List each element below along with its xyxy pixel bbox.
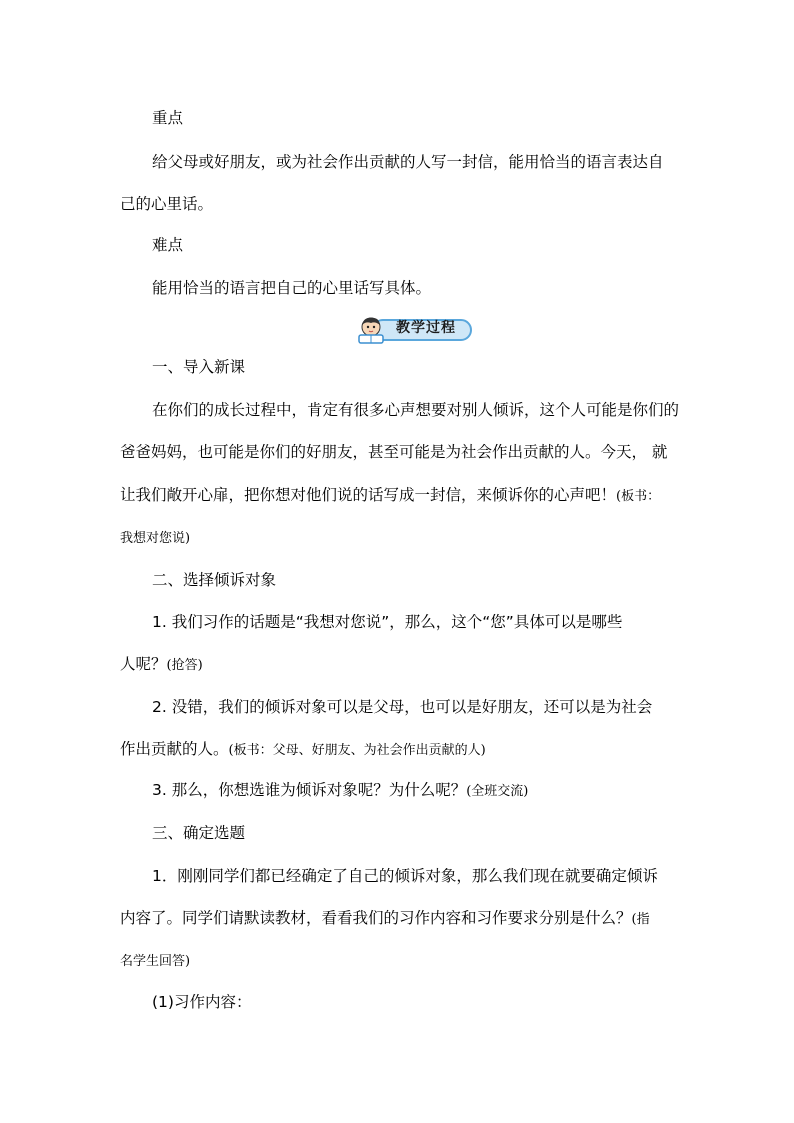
list-item: 1．刚刚同学们都已经确定了自己的倾诉对象，那么我们现在就要确定倾诉 bbox=[152, 867, 658, 885]
paragraph-line: 在你们的成长过程中，肯定有很多心声想要对别人倾诉，这个人可能是你们的 bbox=[152, 401, 680, 419]
paragraph-line: 给父母或好朋友，或为社会作出贡献的人写一封信，能用恰当的语言表达自 bbox=[152, 153, 664, 171]
list-item: (1)习作内容： bbox=[152, 993, 252, 1011]
section-heading: 一、导入新课 bbox=[152, 358, 246, 376]
paragraph-line: 名学生回答) bbox=[120, 954, 191, 969]
section-heading: 二、选择倾诉对象 bbox=[152, 571, 277, 589]
heading-difficulty: 难点 bbox=[152, 236, 184, 254]
paragraph-line: 作出贡献的人。(板书：父母、好朋友、为社会作出贡献的人) bbox=[120, 740, 486, 758]
paragraph-line: 己的心里话。 bbox=[120, 195, 214, 213]
paragraph-line: 能用恰当的语言把自己的心里话写具体。 bbox=[152, 279, 432, 297]
list-item: 2. 没错，我们的倾诉对象可以是父母，也可以是好朋友，还可以是为社会 bbox=[152, 698, 653, 716]
paragraph-line: 让我们敞开心扉，把你想对他们说的话写成一封信，来倾诉你的心声吧！(板书： bbox=[120, 486, 661, 504]
list-item: 1. 我们习作的话题是“我想对您说”，那么，这个“您”具体可以是哪些 bbox=[152, 613, 623, 631]
paragraph-line: 爸爸妈妈，也可能是你们的好朋友，甚至可能是为社会作出贡献的人。今天， 就 bbox=[120, 443, 668, 461]
section-heading: 三、确定选题 bbox=[152, 824, 246, 842]
paragraph-line: 我想对您说) bbox=[120, 531, 191, 546]
section-banner bbox=[355, 315, 473, 345]
banner-label: 教学过程 bbox=[396, 320, 456, 336]
list-item: 3. 那么，你想选谁为倾诉对象呢？为什么呢？(全班交流) bbox=[152, 781, 529, 799]
heading-key-point: 重点 bbox=[152, 109, 184, 127]
paragraph-line: 人呢？(抢答) bbox=[120, 655, 203, 673]
paragraph-line: 内容了。同学们请默读教材，看看我们的习作内容和习作要求分别是什么？(指 bbox=[120, 909, 650, 927]
